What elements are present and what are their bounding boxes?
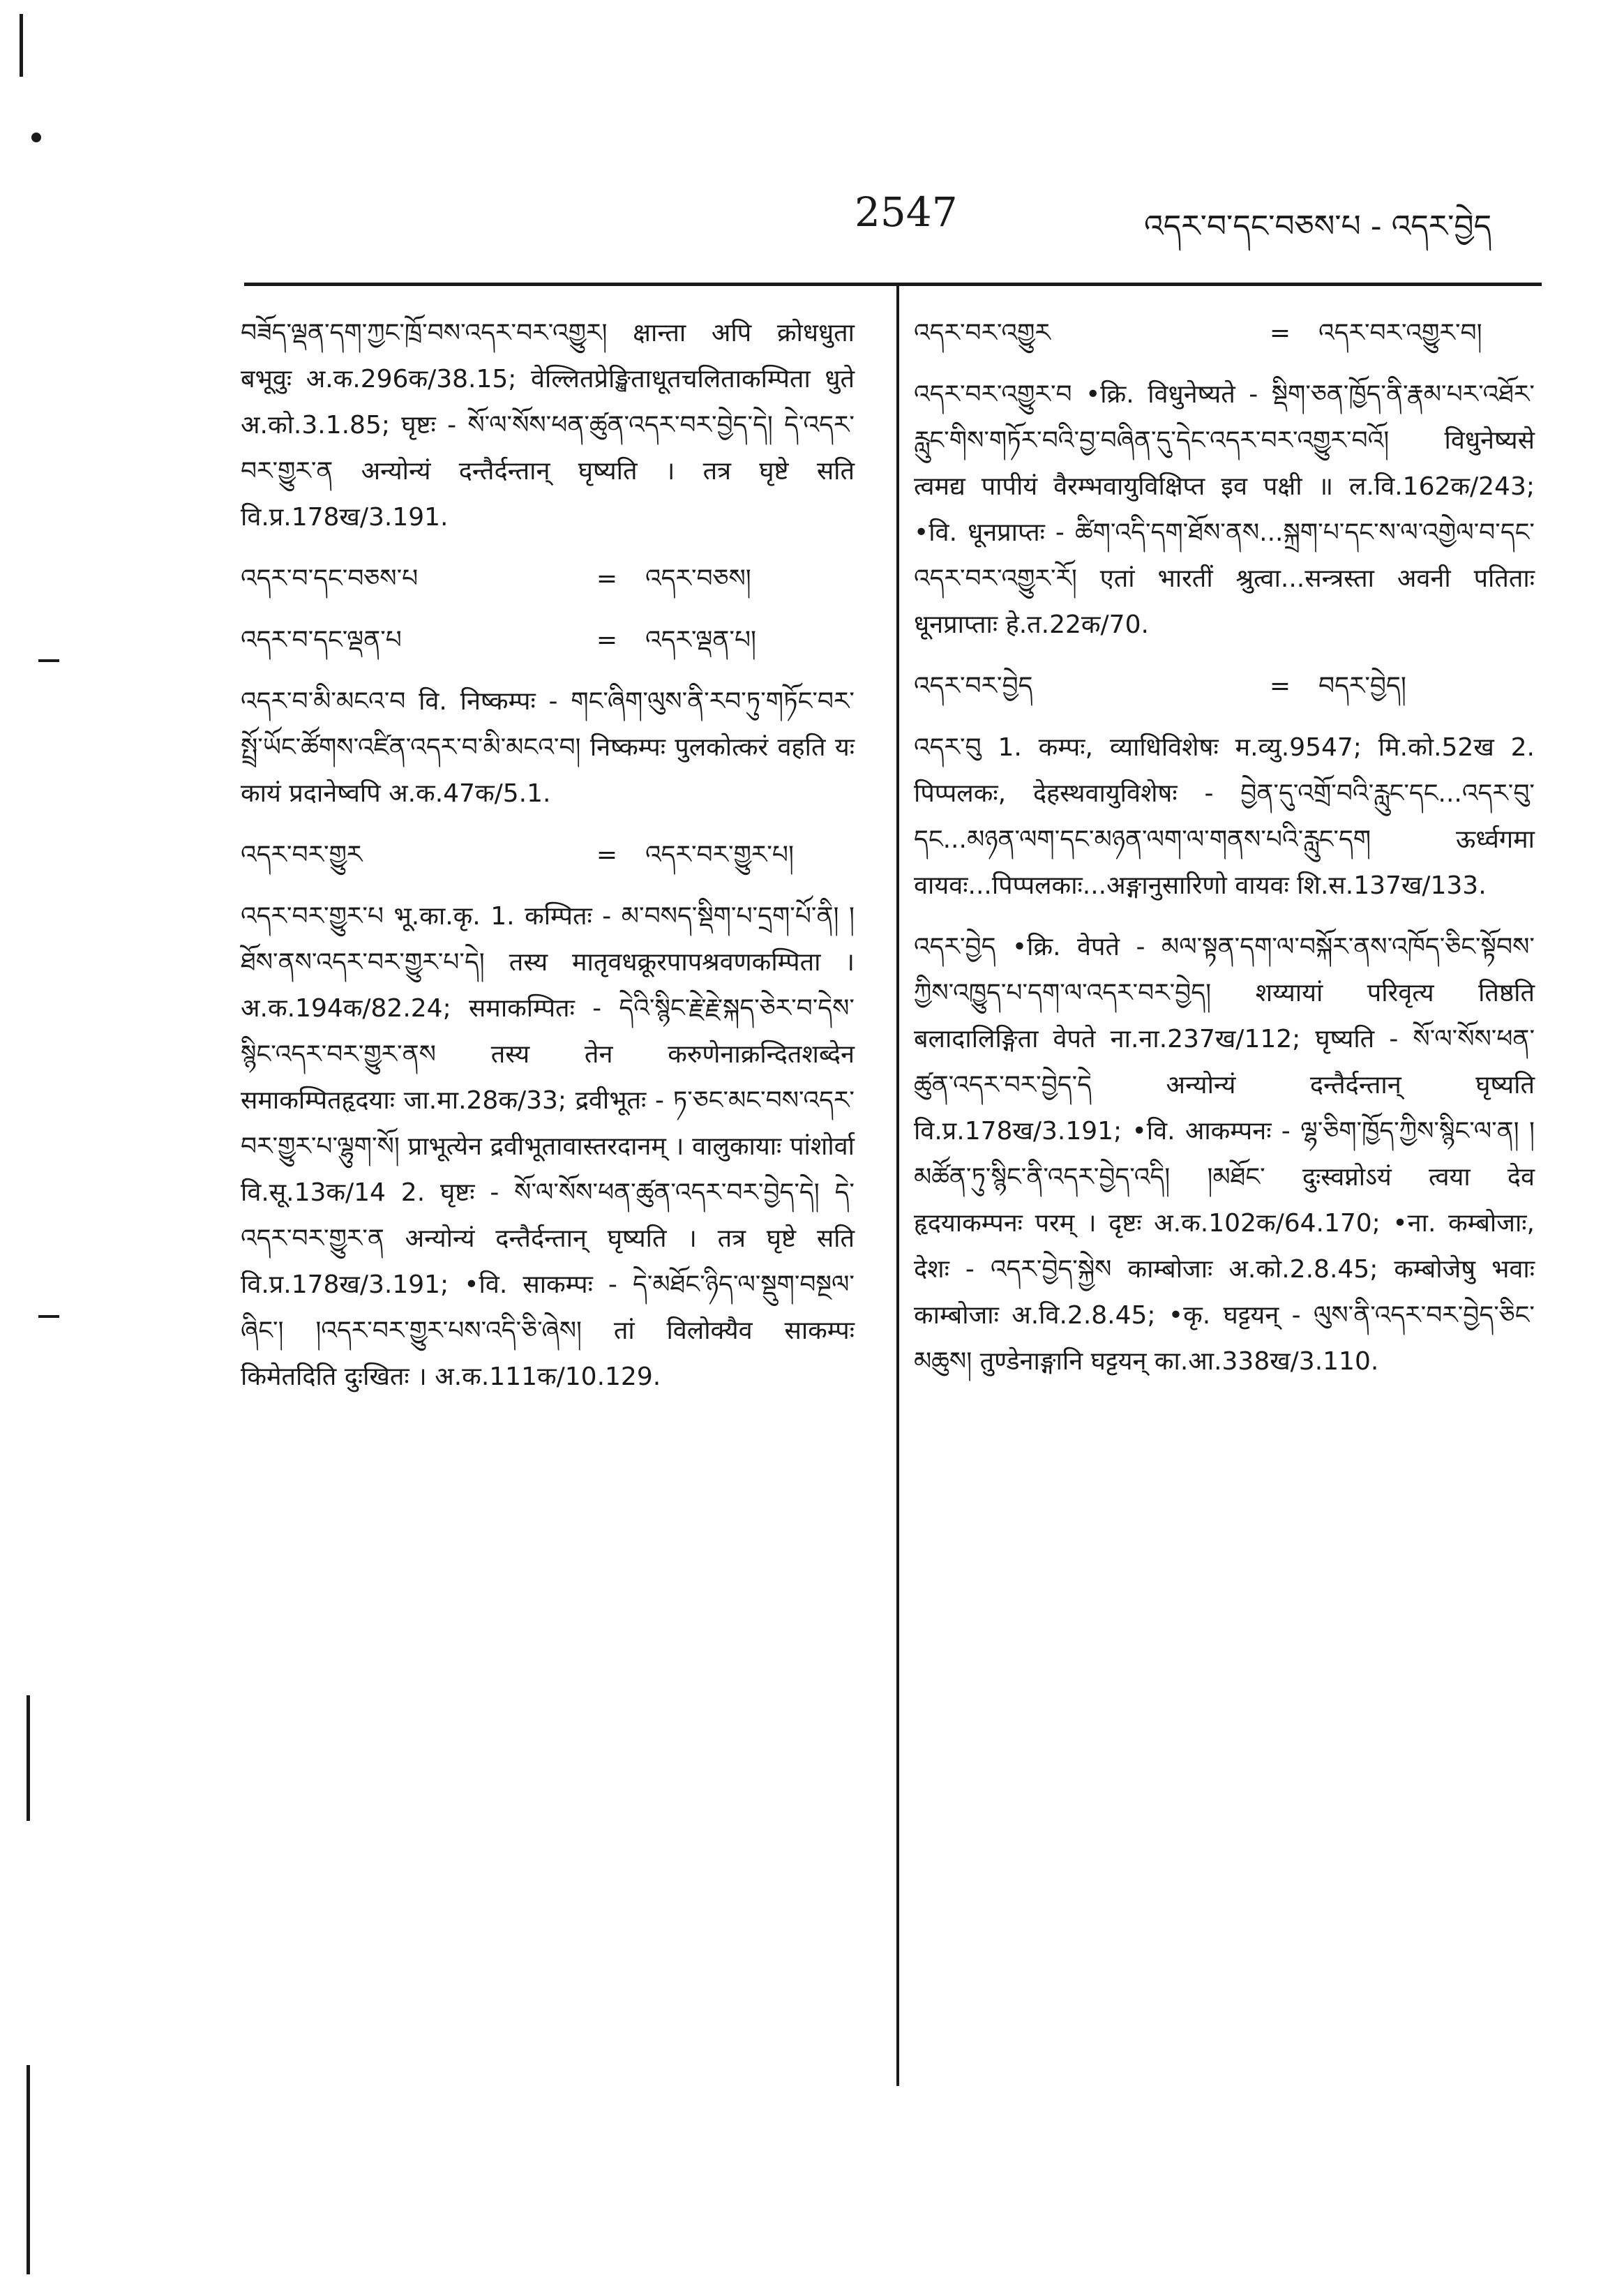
equals-sign: = — [1269, 672, 1291, 700]
left-margin-mark — [27, 2065, 30, 2274]
page-number: 2547 — [855, 188, 958, 236]
cross-reference — [241, 556, 855, 602]
equals-sign: = — [596, 626, 618, 654]
headword: འདར་བ་དང་བཅས་པ — [241, 564, 419, 593]
cross-reference — [241, 832, 855, 878]
left-column — [241, 310, 855, 1416]
equals-sign: = — [596, 564, 618, 593]
reference-target: འདར་བར་འགྱུར་བ། — [1318, 319, 1482, 347]
left-margin-mark — [38, 1315, 59, 1318]
equals-sign: = — [1269, 319, 1291, 347]
reference-target: འདར་བར་གྱུར་པ། — [645, 841, 794, 869]
left-margin-mark — [20, 14, 23, 77]
cross-reference — [914, 663, 1535, 710]
dictionary-entry: འདར་བ་མི་མངའ་བ वि. निष्कम्पः - གང་ཞིག་ལུས་ནི་རབ་ཏུ་གཏོང་བར་སྤྲོ་ཡོང་ཚོགས་འཛིན་འདར་བ་མི་མངའ་བ། निष्कम्पः पुलकोत्करं वहति यः कायं प्रदानेष्वपि अ.क.47क/5.1. — [241, 687, 855, 808]
dictionary-entry: འདར་བར་གྱུར་པ भू.का.कृ. 1. कम्पितः - མ་བསད་སྡིག་པ་དྲག་པོ་ནི། །ཐོས་ནས་འདར་བར་གྱུར་པ་དེ། तस्य मातृवधक्रूरपापश्रवणकम्पिता । अ.क.194क/82.24; समाकम्पितः - དེའི་སྙིང་རྗེ་རྗེ་སྐད་ཅེར་བ་དེས་སྙིང་འདར་བར་གྱུར་ནས तस्य तेन करुणेनाक्रन्दितशब्देन समाकम्पितहृदयाः जा.मा.28क/33; द्रवीभूतः - ཏ་ཅང་མང་བས་འདར་བར་གྱུར་པ་ལྷུག་སོ། प्राभूत्येन द्रवीभूतावास्तरदानम् । वालुकायाः पांशोर्वा वि.सू.13क/14 2. घृष्टः - སོ་ལ་སོས་ཕན་ཚུན་འདར་བར་བྱེད་དེ། དེ་འདར་བར་གྱུར་ན अन्योन्यं दन्तैर्दन्तान् घृष्यति । तत्र घृष्टे सति वि.प्र.178ख/3.191; •वि. साकम्पः - དེ་མཐོང་ཉིད་ལ་སྡུག་བསྔལ་ཞིང་། །འདར་བར་གྱུར་པས་འདི་ཅི་ཞེས། तां विलोक्यैव साकम्पः किमेतदिति दुःखितः । अ.क.111क/10.129. — [241, 902, 855, 1391]
reference-target: འདར་བཅས། — [645, 564, 751, 593]
cross-reference — [241, 617, 855, 663]
left-margin-mark — [38, 659, 59, 662]
headword: འདར་བར་འགྱུར — [914, 319, 1051, 347]
reference-target: བདར་བྱེད། — [1318, 672, 1406, 700]
headword: འདར་བར་གྱུར — [241, 841, 363, 869]
header-rule — [244, 283, 1542, 286]
dictionary-entry: འདར་བུ 1. कम्पः, व्याधिविशेषः म.व्यु.9547; मि.को.52ख 2. पिप्पलकः, देहस्थवायुविशेषः - བྱེན་དུ་འགྲོ་བའི་རླུང་དང...འདར་བུ་དང...མཉན་ལག་དང་མཉན་ལག་ལ་གནས་པའི་རླུང་དག ऊर्ध्वगमा वायवः...पिप्पलकाः...अङ्गानुसारिणो वायवः शि.स.137ख/133. — [914, 733, 1535, 900]
cross-reference — [914, 310, 1535, 357]
headword: འདར་བ་དང་ལྡན་པ — [241, 626, 402, 654]
equals-sign: = — [596, 841, 618, 869]
running-head: འདར་བ་དང་བཅས་པ - འདར་བྱེད — [1144, 209, 1492, 244]
column-divider — [896, 286, 899, 2086]
right-column — [914, 310, 1535, 1400]
dictionary-entry: འདར་བར་འགྱུར་བ •क्रि. विधुनेष्यते - སྡིག་ཅན་ཁྱོད་ནི་རྣམ་པར་འཐོར་རླུང་གིས་གཏོར་བའི་བྱ་བཞིན་དུ་དེང་འདར་བར་འགྱུར་བའོ། विधुनेष्यसे त्वमद्य पापीयं वैरम्भवायुविक्षिप्त इव पक्षी ॥ ल.वि.162क/243; •वि. धूनप्राप्तः - ཚིག་འདི་དག་ཐོས་ནས...སྐྲག་པ་དང་ས་ལ་འགྱེལ་བ་དང་འདར་བར་འགྱུར་རོ། एतां भारतीं श्रुत्वा...सन्त्रस्ता अवनी पतिताः धूनप्राप्ताः हे.त.22क/70. — [914, 380, 1535, 639]
headword: འདར་བར་བྱེད — [914, 672, 1033, 700]
left-margin-mark — [27, 1695, 30, 1821]
reference-target: འདར་ལྡན་པ། — [645, 626, 757, 654]
entry-continuation: བཟོད་ལྡན་དག་ཀྱང་ཁྲོ་བས་འདར་བར་འགྱུར། क्षान्ता अपि क्रोधधुता बभूवुः अ.क.296क/38.15; वेल्लितप्रेङ्खिताधूतचलिताकम्पिता धुते अ.को.3.1.85; घृष्टः - སོ་ལ་སོས་ཕན་ཚུན་འདར་བར་བྱེད་དེ། དེ་འདར་བར་གྱུར་ན अन्योन्यं दन्तैर्दन्तान् घृष्यति । तत्र घृष्टे सति वि.प्र.178ख/3.191. — [241, 319, 855, 532]
left-margin-mark — [31, 133, 41, 142]
dictionary-entry: འདར་བྱེད •क्रि. वेपते - མལ་སྟན་དག་ལ་བསྐོར་ནས་འཁོད་ཅིང་སྟོབས་ཀྱིས་འཁྱུད་པ་དག་ལ་འདར་བར་བྱེད། शय्यायां परिवृत्य तिष्ठति बलादालिङ्गिता वेपते ना.ना.237ख/112; घृष्यति - སོ་ལ་སོས་ཕན་ཚུན་འདར་བར་བྱེད་དེ अन्योन्यं दन्तैर्दन्तान् घृष्यति वि.प्र.178ख/3.191; •वि. आकम्पनः - ལྷ་ཅིག་ཁྱོད་ཀྱིས་སྙིང་ལ་ན། །མཚོན་ཏུ་སྙིང་ནི་འདར་བྱེད་འདི། །མཐོང་ दुःस्वप्नोऽयं त्वया देव हृदयाकम्पनः परम् । दृष्टः अ.क.102क/64.170; •ना. कम्बोजाः, देशः - འདར་བྱེད་སྐྱེས काम्बोजाः अ.को.2.8.45; कम्बोजेषु भवाः काम्बोजाः अ.वि.2.8.45; •कृ. घट्टयन् - ལུས་ནི་འདར་བར་བྱེད་ཅིང་མཆུས། तुण्डेनाङ्गानि घट्टयन् का.आ.338ख/3.110. — [914, 933, 1535, 1376]
